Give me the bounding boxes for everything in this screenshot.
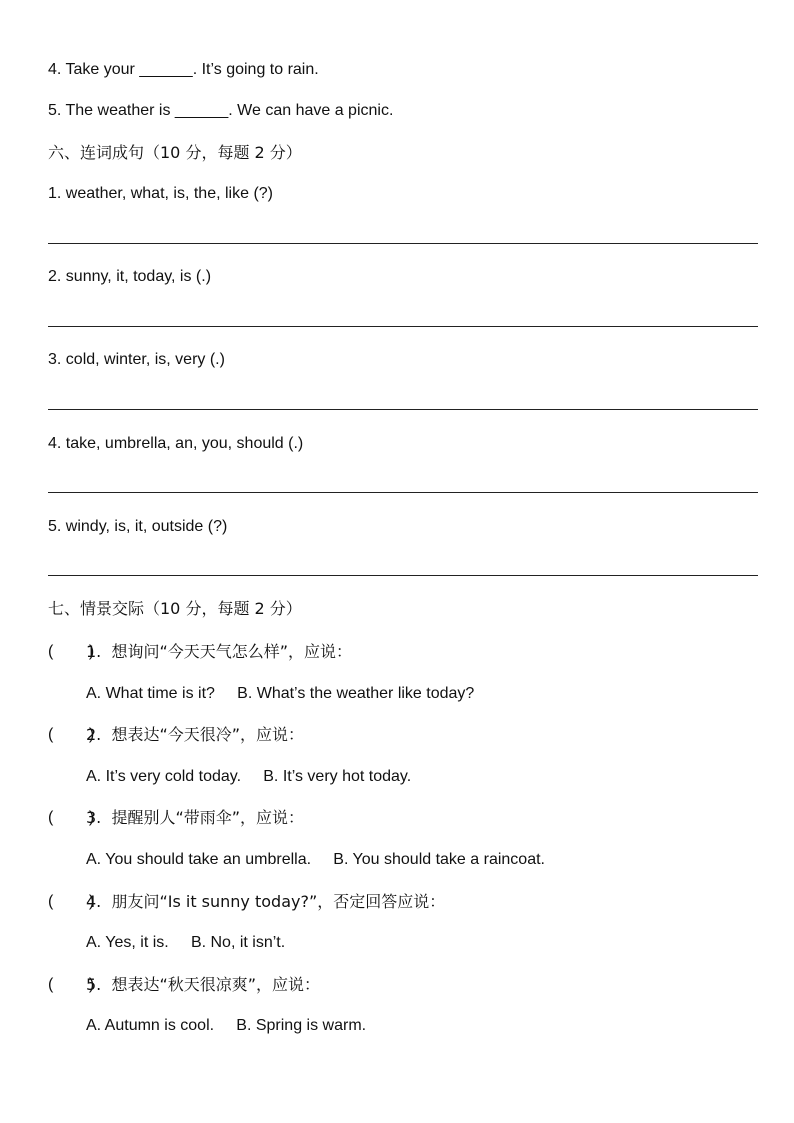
answer-bracket-5[interactable]: ( ) xyxy=(48,976,95,993)
answer-bracket-3[interactable]: ( ) xyxy=(48,809,95,826)
section-7-heading: 七、情景交际（10 分，每题 2 分） xyxy=(48,599,302,618)
reorder-item-4: 4. take, umbrella, an, you, should (.) xyxy=(48,435,304,452)
dialogue-options-4: A. Yes, it is. B. No, it isn’t. xyxy=(86,934,286,951)
section-6-heading: 六、连词成句（10 分，每题 2 分） xyxy=(48,143,302,162)
answer-line-5[interactable] xyxy=(48,575,758,576)
dialogue-question-4: 4. 朋友问“Is it sunny today?”，否定回答应说： xyxy=(86,892,446,911)
answer-line-2[interactable] xyxy=(48,326,758,327)
dialogue-options-5: A. Autumn is cool. B. Spring is warm. xyxy=(86,1017,367,1034)
dialogue-options-1: A. What time is it? B. What’s the weather like today? xyxy=(86,685,475,702)
dialogue-question-3: 3. 提醒别人“带雨伞”，应说： xyxy=(86,808,305,827)
answer-line-4[interactable] xyxy=(48,492,758,493)
fill-blank-item-5: 5. The weather is ______. We can have a picnic. xyxy=(48,102,394,119)
reorder-item-1: 1. weather, what, is, the, like (?) xyxy=(48,185,273,202)
dialogue-question-1: 1. 想询问“今天天气怎么样”，应说： xyxy=(86,642,353,661)
reorder-item-3: 3. cold, winter, is, very (.) xyxy=(48,351,225,368)
dialogue-options-3: A. You should take an umbrella. B. You should take a raincoat. xyxy=(86,851,545,868)
reorder-item-5: 5. windy, is, it, outside (?) xyxy=(48,518,228,535)
answer-bracket-4[interactable]: ( ) xyxy=(48,893,95,910)
answer-bracket-2[interactable]: ( ) xyxy=(48,726,95,743)
dialogue-question-2: 2. 想表达“今天很冷”，应说： xyxy=(86,725,305,744)
answer-line-1[interactable] xyxy=(48,243,758,244)
fill-blank-item-4: 4. Take your ______. It’s going to rain. xyxy=(48,61,319,78)
reorder-item-2: 2. sunny, it, today, is (.) xyxy=(48,268,212,285)
answer-line-3[interactable] xyxy=(48,409,758,410)
answer-bracket-1[interactable]: ( ) xyxy=(48,643,95,660)
dialogue-question-5: 5. 想表达“秋天很凉爽”，应说： xyxy=(86,975,321,994)
dialogue-options-2: A. It’s very cold today. B. It’s very hot today. xyxy=(86,768,412,785)
